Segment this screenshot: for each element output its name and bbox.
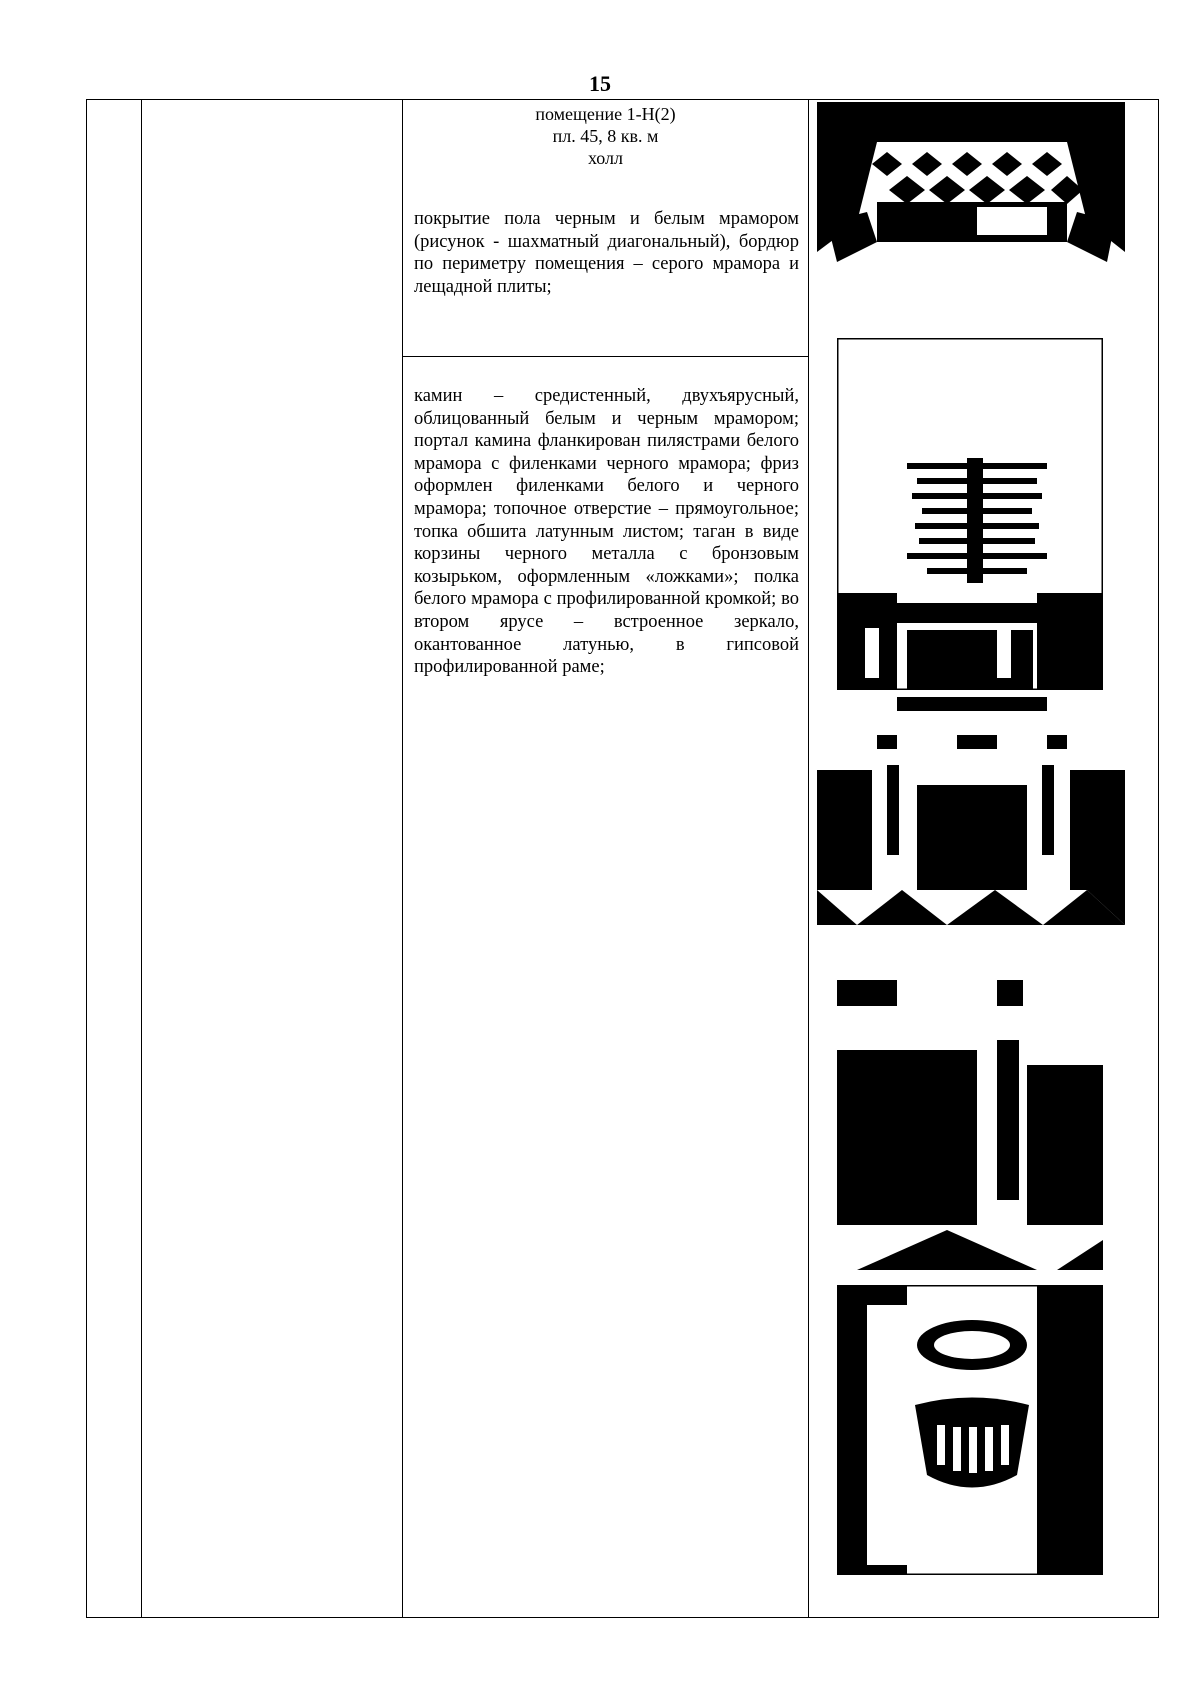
photo-fireplace-portal [817, 695, 1125, 925]
room-name: помещение 1-Н(2) [535, 104, 676, 124]
number-column [87, 100, 142, 1618]
photo-fireplace-grate-basket [837, 1285, 1103, 1575]
photo-fireplace-with-mirror [837, 338, 1103, 690]
inventory-table [86, 99, 1159, 1618]
description-column [403, 100, 809, 1618]
page-number: 15 [589, 71, 611, 96]
item-description-fireplace: камин – средистенный, двухъярусный, облицованный белым и черным мрамором; портал камина фланкирован пилястрами белого мрамора с филенками черного мрамора; фриз оформлен филенками белого и черного мрамора; топочное отверстие – прямоугольное; топка обшита латунным листом; таган в виде корзины черного металла с бронзовым козырьком, оформленным «ложками»; полка белого мрамора с профилированной кромкой; во втором ярусе – встроенное зеркало, окантованное латунью, в гипсовой профилированной раме; [414, 386, 799, 678]
item-description-floor: покрытие пола черным и белым мрамором (рисунок - шахматный диагональный), бордюр по периметру помещения – серого мрамора и лещадной плиты; [414, 209, 799, 297]
row-divider [403, 356, 808, 357]
room-area: пл. 45, 8 кв. м [552, 126, 659, 146]
photo-checkerboard-floor [817, 102, 1125, 320]
room-type: холл [587, 148, 624, 168]
room-heading [403, 100, 808, 169]
photo-column [809, 100, 1159, 1618]
photo-fireplace-pilaster-detail [837, 940, 1103, 1270]
name-column [142, 100, 403, 1618]
